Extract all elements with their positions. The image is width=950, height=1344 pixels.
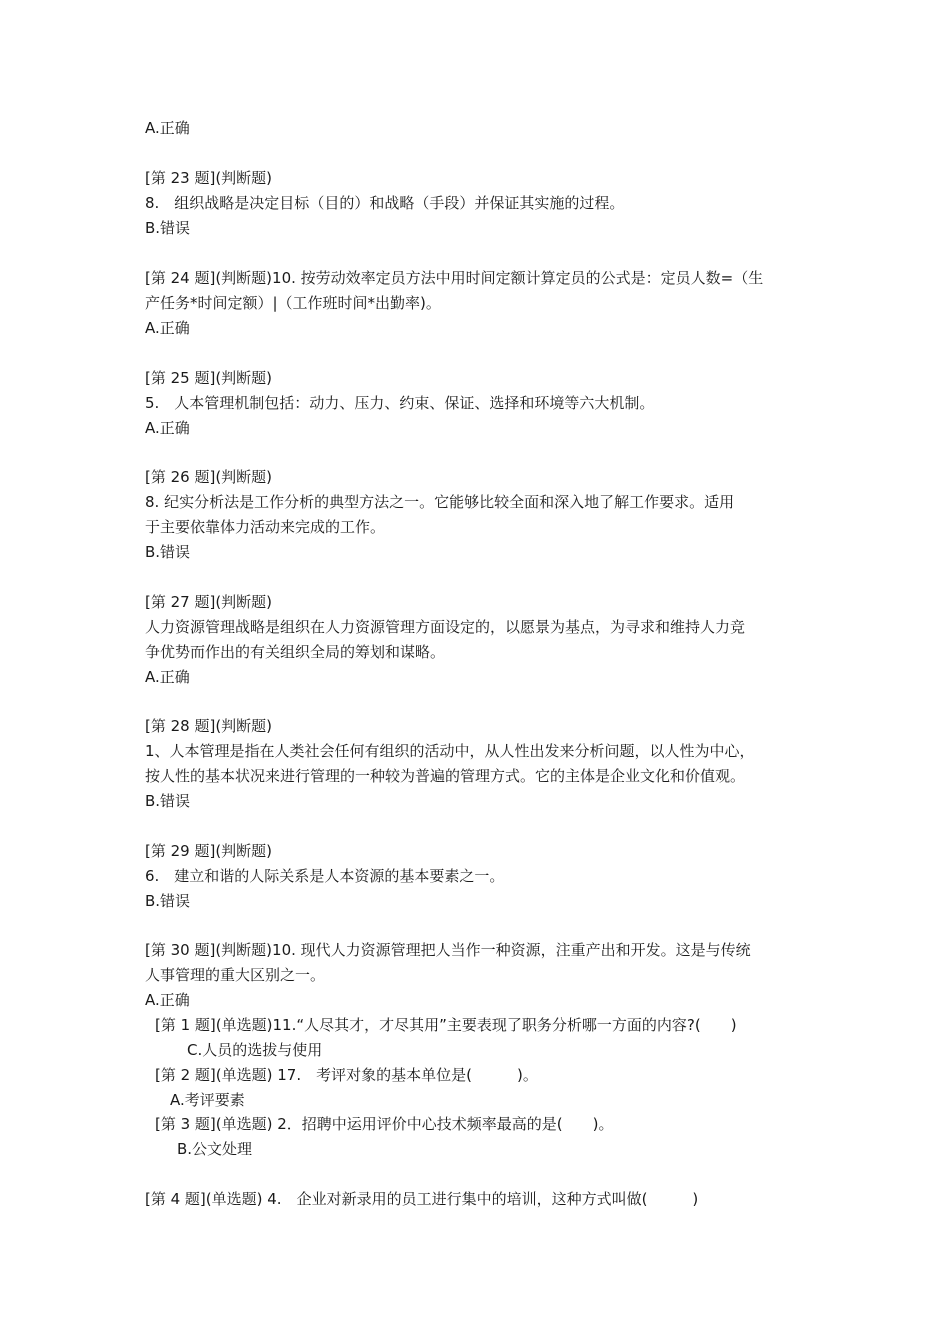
answer-text: A.正确 <box>145 419 190 437</box>
answer-text: A.考评要素 <box>170 1091 245 1109</box>
question-header: [第 27 题](判断题) <box>145 593 273 611</box>
question-text: 争优势而作出的有关组织全局的筹划和谋略。 <box>145 643 446 661</box>
question-text: 人力资源管理战略是组织在人力资源管理方面设定的，以愿景为基点，为寻求和维持人力竞 <box>145 618 746 636</box>
question-header: [第 29 题](判断题) <box>145 842 273 860</box>
question-header: [第 4 题](单选题) 4. 企业对新录用的员工进行集中的培训，这种方式叫做( ) <box>145 1190 699 1208</box>
question-text: 于主要依靠体力活动来完成的工作。 <box>145 518 386 536</box>
answer-text: C.人员的选拔与使用 <box>187 1041 323 1059</box>
answer-text: B.错误 <box>145 892 191 910</box>
question-text: 产任务*时间定额）|（工作班时间*出勤率)。 <box>145 294 441 312</box>
question-header: [第 28 题](判断题) <box>145 717 273 735</box>
question-header: [第 30 题](判断题)10. 现代人力资源管理把人当作一种资源，注重产出和开发。这是与传统 <box>145 941 751 959</box>
question-text: 1、人本管理是指在人类社会任何有组织的活动中，从人性出发来分析问题，以人性为中心， <box>145 742 755 760</box>
question-text: 按人性的基本状况来进行管理的一种较为普遍的管理方式。它的主体是企业文化和价值观。 <box>145 767 746 785</box>
question-header: [第 1 题](单选题)11.“人尽其才，才尽其用”主要表现了职务分析哪一方面的内容?( ) <box>155 1016 737 1034</box>
question-header: [第 23 题](判断题) <box>145 169 273 187</box>
question-header: [第 26 题](判断题) <box>145 468 273 486</box>
question-header: [第 3 题](单选题) 2．招聘中运用评价中心技术频率最高的是( )。 <box>155 1115 614 1133</box>
question-header: [第 2 题](单选题) 17. 考评对象的基本单位是( )。 <box>155 1066 538 1084</box>
answer-text: A.正确 <box>145 319 190 337</box>
question-text: 5. 人本管理机制包括：动力、压力、约束、保证、选择和环境等六大机制。 <box>145 394 655 412</box>
answer-text: B.错误 <box>145 219 191 237</box>
question-header: [第 25 题](判断题) <box>145 369 273 387</box>
answer-text: B.错误 <box>145 792 191 810</box>
answer-text: A.正确 <box>145 991 190 1009</box>
answer-text: A.正确 <box>145 668 190 686</box>
answer-text: A.正确 <box>145 119 190 137</box>
question-text: 8. 纪实分析法是工作分析的典型方法之一。它能够比较全面和深入地了解工作要求。适用 <box>145 493 735 511</box>
answer-text: B.公文处理 <box>177 1140 253 1158</box>
question-text: 6. 建立和谐的人际关系是人本资源的基本要素之一。 <box>145 867 505 885</box>
question-text: 8. 组织战略是决定目标（目的）和战略（手段）并保证其实施的过程。 <box>145 194 625 212</box>
question-text: 人事管理的重大区别之一。 <box>145 966 326 984</box>
question-header: [第 24 题](判断题)10. 按劳动效率定员方法中用时间定额计算定员的公式是：定员人数=（生 <box>145 269 764 287</box>
answer-text: B.错误 <box>145 543 191 561</box>
